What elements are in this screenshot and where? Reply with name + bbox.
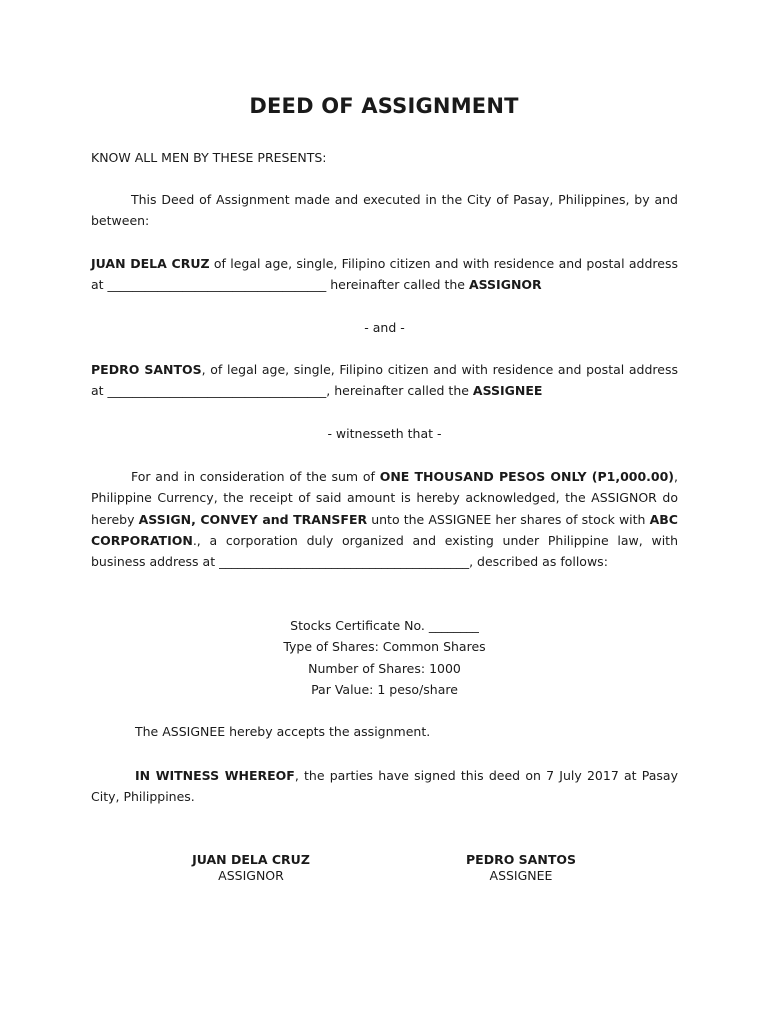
assignee-signature-block [421, 852, 621, 884]
assignee-paragraph [91, 359, 678, 402]
and-separator: - and - [364, 320, 405, 335]
assignor-paragraph [91, 253, 678, 296]
consideration-action: ASSIGN, CONVEY and TRANSFER [138, 511, 368, 527]
witness-text: , the parties have signed this deed on 7 July 2017 at Pasay City, Philippines. [91, 768, 678, 805]
opening-line: KNOW ALL MEN BY THESE PRESENTS: [91, 150, 327, 165]
share-type: Type of Shares: Common Shares [283, 639, 486, 654]
assignor-role: ASSIGNOR [468, 277, 542, 293]
share-certificate: Stocks Certificate No. ________ [290, 618, 479, 633]
intro-paragraph [91, 189, 678, 232]
assignor-text: of legal age, single, Filipino citizen and with residence and postal address at ___________________________________ hereinafter called the [91, 256, 678, 293]
assignee-text: , of legal age, single, Filipino citizen and with residence and postal address at ___________________________________, hereinafter called the [91, 362, 678, 399]
assignee-signature-name: PEDRO SANTOS [466, 852, 576, 867]
acceptance-paragraph [91, 721, 678, 742]
assignor-signature-name: JUAN DELA CRUZ [192, 852, 310, 867]
witness-paragraph [91, 765, 678, 808]
share-par-value: Par Value: 1 peso/share [311, 682, 458, 697]
witnesseth-separator: - witnesseth that - [327, 426, 442, 441]
consideration-text-1: For and in consideration of the sum of [131, 469, 380, 484]
consideration-company: ABC CORPORATION [91, 511, 678, 548]
consideration-text-3: unto the ASSIGNEE her shares of stock with [367, 511, 650, 527]
assignee-name: PEDRO SANTOS [91, 362, 202, 377]
consideration-paragraph [91, 466, 678, 572]
witness-bold: IN WITNESS WHEREOF [135, 768, 295, 783]
consideration-text-4: ., a corporation duly organized and existing under Philippine law, with business address at ________________________________________, described as follows: [91, 532, 678, 570]
document-title: DEED OF ASSIGNMENT [249, 94, 519, 118]
assignor-name: JUAN DELA CRUZ [91, 256, 210, 271]
assignee-role: ASSIGNEE [472, 383, 543, 399]
intro-text: This Deed of Assignment made and executed in the City of Pasay, Philippines, by and between: [91, 192, 678, 229]
assignor-signature-block [151, 852, 351, 884]
acceptance-text: The ASSIGNEE hereby accepts the assignment. [135, 724, 431, 739]
assignee-signature-role: ASSIGNEE [489, 868, 553, 883]
consideration-amount: ONE THOUSAND PESOS ONLY (P1,000.00) [379, 469, 675, 484]
share-number: Number of Shares: 1000 [308, 661, 461, 676]
consideration-text-2: , Philippine Currency, the receipt of said amount is hereby acknowledged, the ASSIGNOR do hereby [91, 469, 679, 527]
assignor-signature-role: ASSIGNOR [218, 868, 284, 883]
